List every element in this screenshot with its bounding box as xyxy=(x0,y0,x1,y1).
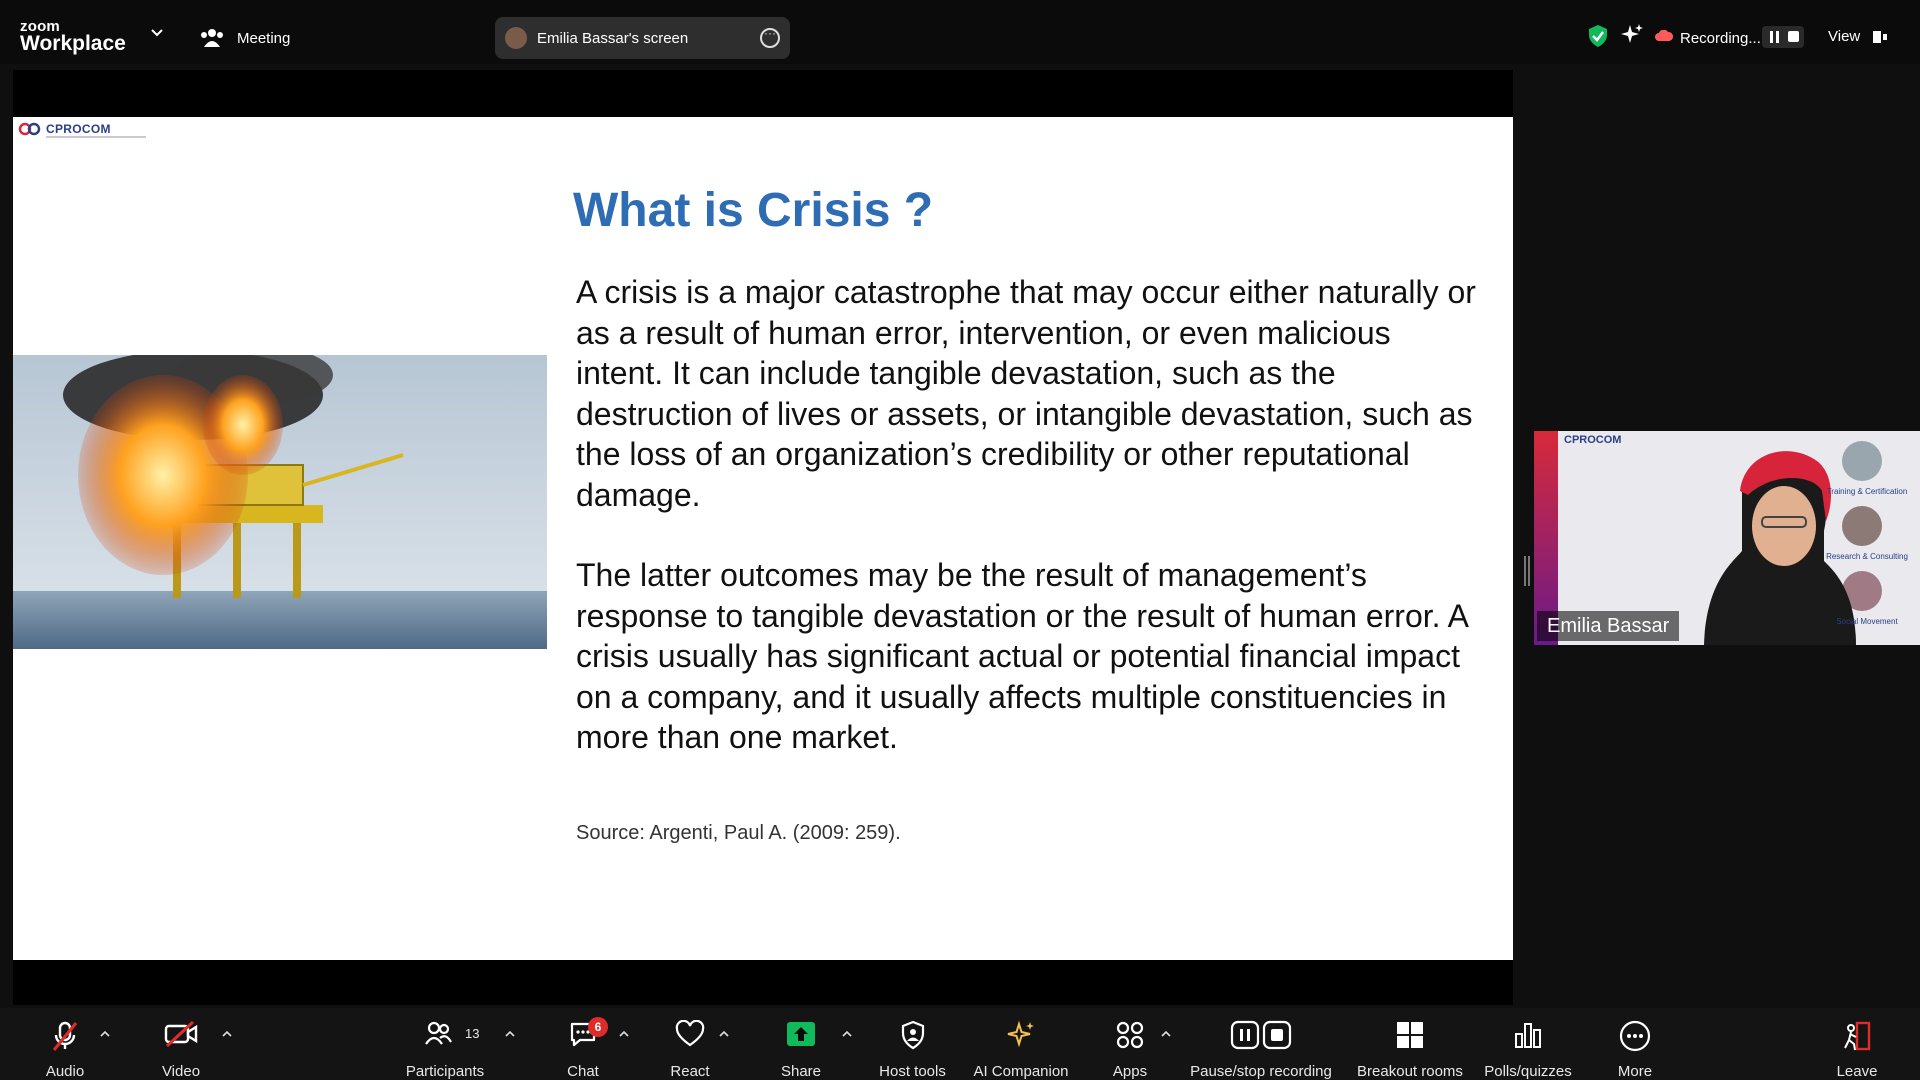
breakout-rooms-label: Breakout rooms xyxy=(1357,1063,1463,1080)
ai-companion-sparkle-icon xyxy=(1006,1020,1036,1050)
host-tools-label: Host tools xyxy=(879,1063,946,1080)
host-shield-icon xyxy=(900,1020,926,1050)
share-options-caret-icon[interactable] xyxy=(842,1030,852,1038)
slide-title: What is Crisis ? xyxy=(573,184,934,237)
apps-grid-icon xyxy=(1115,1020,1145,1050)
video-button[interactable] xyxy=(146,1008,216,1080)
more-dots-icon xyxy=(1619,1020,1651,1052)
leave-label: Leave xyxy=(1836,1063,1878,1080)
chat-options-caret-icon[interactable] xyxy=(619,1030,629,1038)
audio-label: Audio xyxy=(45,1063,85,1080)
polls-quizzes-label: Polls/quizzes xyxy=(1484,1063,1572,1080)
panel-resize-handle[interactable] xyxy=(1524,556,1526,586)
presenter-avatar xyxy=(505,27,527,49)
microphone-muted-icon xyxy=(50,1020,80,1052)
apps-button[interactable] xyxy=(1095,1008,1165,1080)
video-options-caret-icon[interactable] xyxy=(222,1030,232,1038)
pause-stop-recording-icon xyxy=(1230,1020,1292,1050)
share-label: Share xyxy=(780,1063,822,1080)
screen-share-indicator[interactable] xyxy=(495,17,790,59)
workplace-logo: Workplace xyxy=(20,32,126,55)
oil-rig-fire-photo xyxy=(13,355,547,649)
stop-icon[interactable] xyxy=(1788,31,1799,42)
polls-quizzes-button[interactable] xyxy=(1480,1008,1576,1080)
share-button[interactable] xyxy=(766,1008,836,1080)
breakout-rooms-button[interactable] xyxy=(1350,1008,1470,1080)
zoom-logo-small: zoom xyxy=(20,18,60,35)
recording-status: Recording... xyxy=(1680,30,1761,47)
react-label: React xyxy=(670,1063,710,1080)
chat-label: Chat xyxy=(567,1063,599,1080)
ai-companion-button[interactable] xyxy=(966,1008,1076,1080)
meeting-people-icon[interactable] xyxy=(200,27,224,49)
more-label: More xyxy=(1617,1063,1653,1080)
more-options-icon[interactable] xyxy=(760,28,780,48)
react-button[interactable] xyxy=(655,1008,725,1080)
slide-logo xyxy=(18,122,111,141)
ai-companion-label: AI Companion xyxy=(973,1063,1069,1080)
pause-stop-recording-button[interactable] xyxy=(1186,1008,1336,1080)
apps-label: Apps xyxy=(1112,1063,1148,1080)
participant-name-label: Emilia Bassar xyxy=(1537,611,1679,641)
react-options-caret-icon[interactable] xyxy=(719,1030,729,1038)
participants-button[interactable] xyxy=(400,1008,490,1080)
screen-share-label: Emilia Bassar's screen xyxy=(537,30,689,47)
more-button[interactable] xyxy=(1600,1008,1670,1080)
host-tools-button[interactable] xyxy=(870,1008,955,1080)
audio-options-caret-icon[interactable] xyxy=(100,1030,110,1038)
video-background-logo: CPROCOM xyxy=(1564,434,1622,446)
meeting-label[interactable]: Meeting xyxy=(237,30,291,47)
security-shield-icon[interactable] xyxy=(1587,24,1609,48)
participants-icon xyxy=(424,1020,452,1046)
cloud-recording-icon xyxy=(1655,30,1673,42)
pause-icon[interactable] xyxy=(1770,31,1773,43)
share-screen-icon xyxy=(785,1020,817,1048)
video-label: Video xyxy=(161,1063,201,1080)
slide-source: Source: Argenti, Paul A. (2009: 259). xyxy=(576,822,901,844)
slide-logo-text: CPROCOM xyxy=(46,122,111,136)
breakout-rooms-icon xyxy=(1395,1020,1425,1050)
participants-options-caret-icon[interactable] xyxy=(505,1030,515,1038)
slide-paragraph-1: A crisis is a major catastrophe that may occur either naturally or as a result of human error, intervention, or even malicious intent. It can include tangible devastation, such as the destruction of lives or assets, or intangible devastation, such as the loss of an organization’s credibility or other reputational damage. xyxy=(576,274,1476,513)
video-off-icon xyxy=(163,1020,199,1048)
caption-1: Training & Certification xyxy=(1826,487,1908,496)
apps-options-caret-icon[interactable] xyxy=(1161,1030,1171,1038)
slide-paragraph-2: The latter outcomes may be the result of management’s response to tangible devastation or the result of human error. A crisis usually has significant actual or potential financial impact on a company, and it usually affects multiple constituencies in more than one market. xyxy=(576,557,1468,755)
audio-button[interactable] xyxy=(30,1008,100,1080)
participant-count: 13 xyxy=(465,1026,480,1041)
heart-icon xyxy=(674,1020,706,1048)
caption-3: Social Movement xyxy=(1836,617,1898,626)
polls-bar-chart-icon xyxy=(1513,1020,1543,1050)
ai-sparkle-icon[interactable] xyxy=(1620,23,1644,47)
recording-controls[interactable] xyxy=(1762,26,1804,48)
participants-label: Participants xyxy=(405,1063,485,1080)
chevron-down-icon[interactable] xyxy=(150,26,164,40)
chat-unread-badge: 6 xyxy=(588,1017,608,1037)
view-menu[interactable]: View xyxy=(1828,28,1861,45)
view-layout-icon[interactable] xyxy=(1872,30,1888,44)
presentation-slide xyxy=(13,117,1513,960)
slide-logo-tagline xyxy=(46,136,146,138)
chat-button[interactable] xyxy=(548,1008,618,1080)
caption-2: Research & Consulting xyxy=(1826,552,1908,561)
pause-stop-recording-label: Pause/stop recording xyxy=(1190,1063,1332,1080)
leave-door-icon xyxy=(1841,1020,1873,1052)
leave-button[interactable] xyxy=(1822,1008,1892,1080)
cprocom-logo-icon xyxy=(18,122,42,136)
